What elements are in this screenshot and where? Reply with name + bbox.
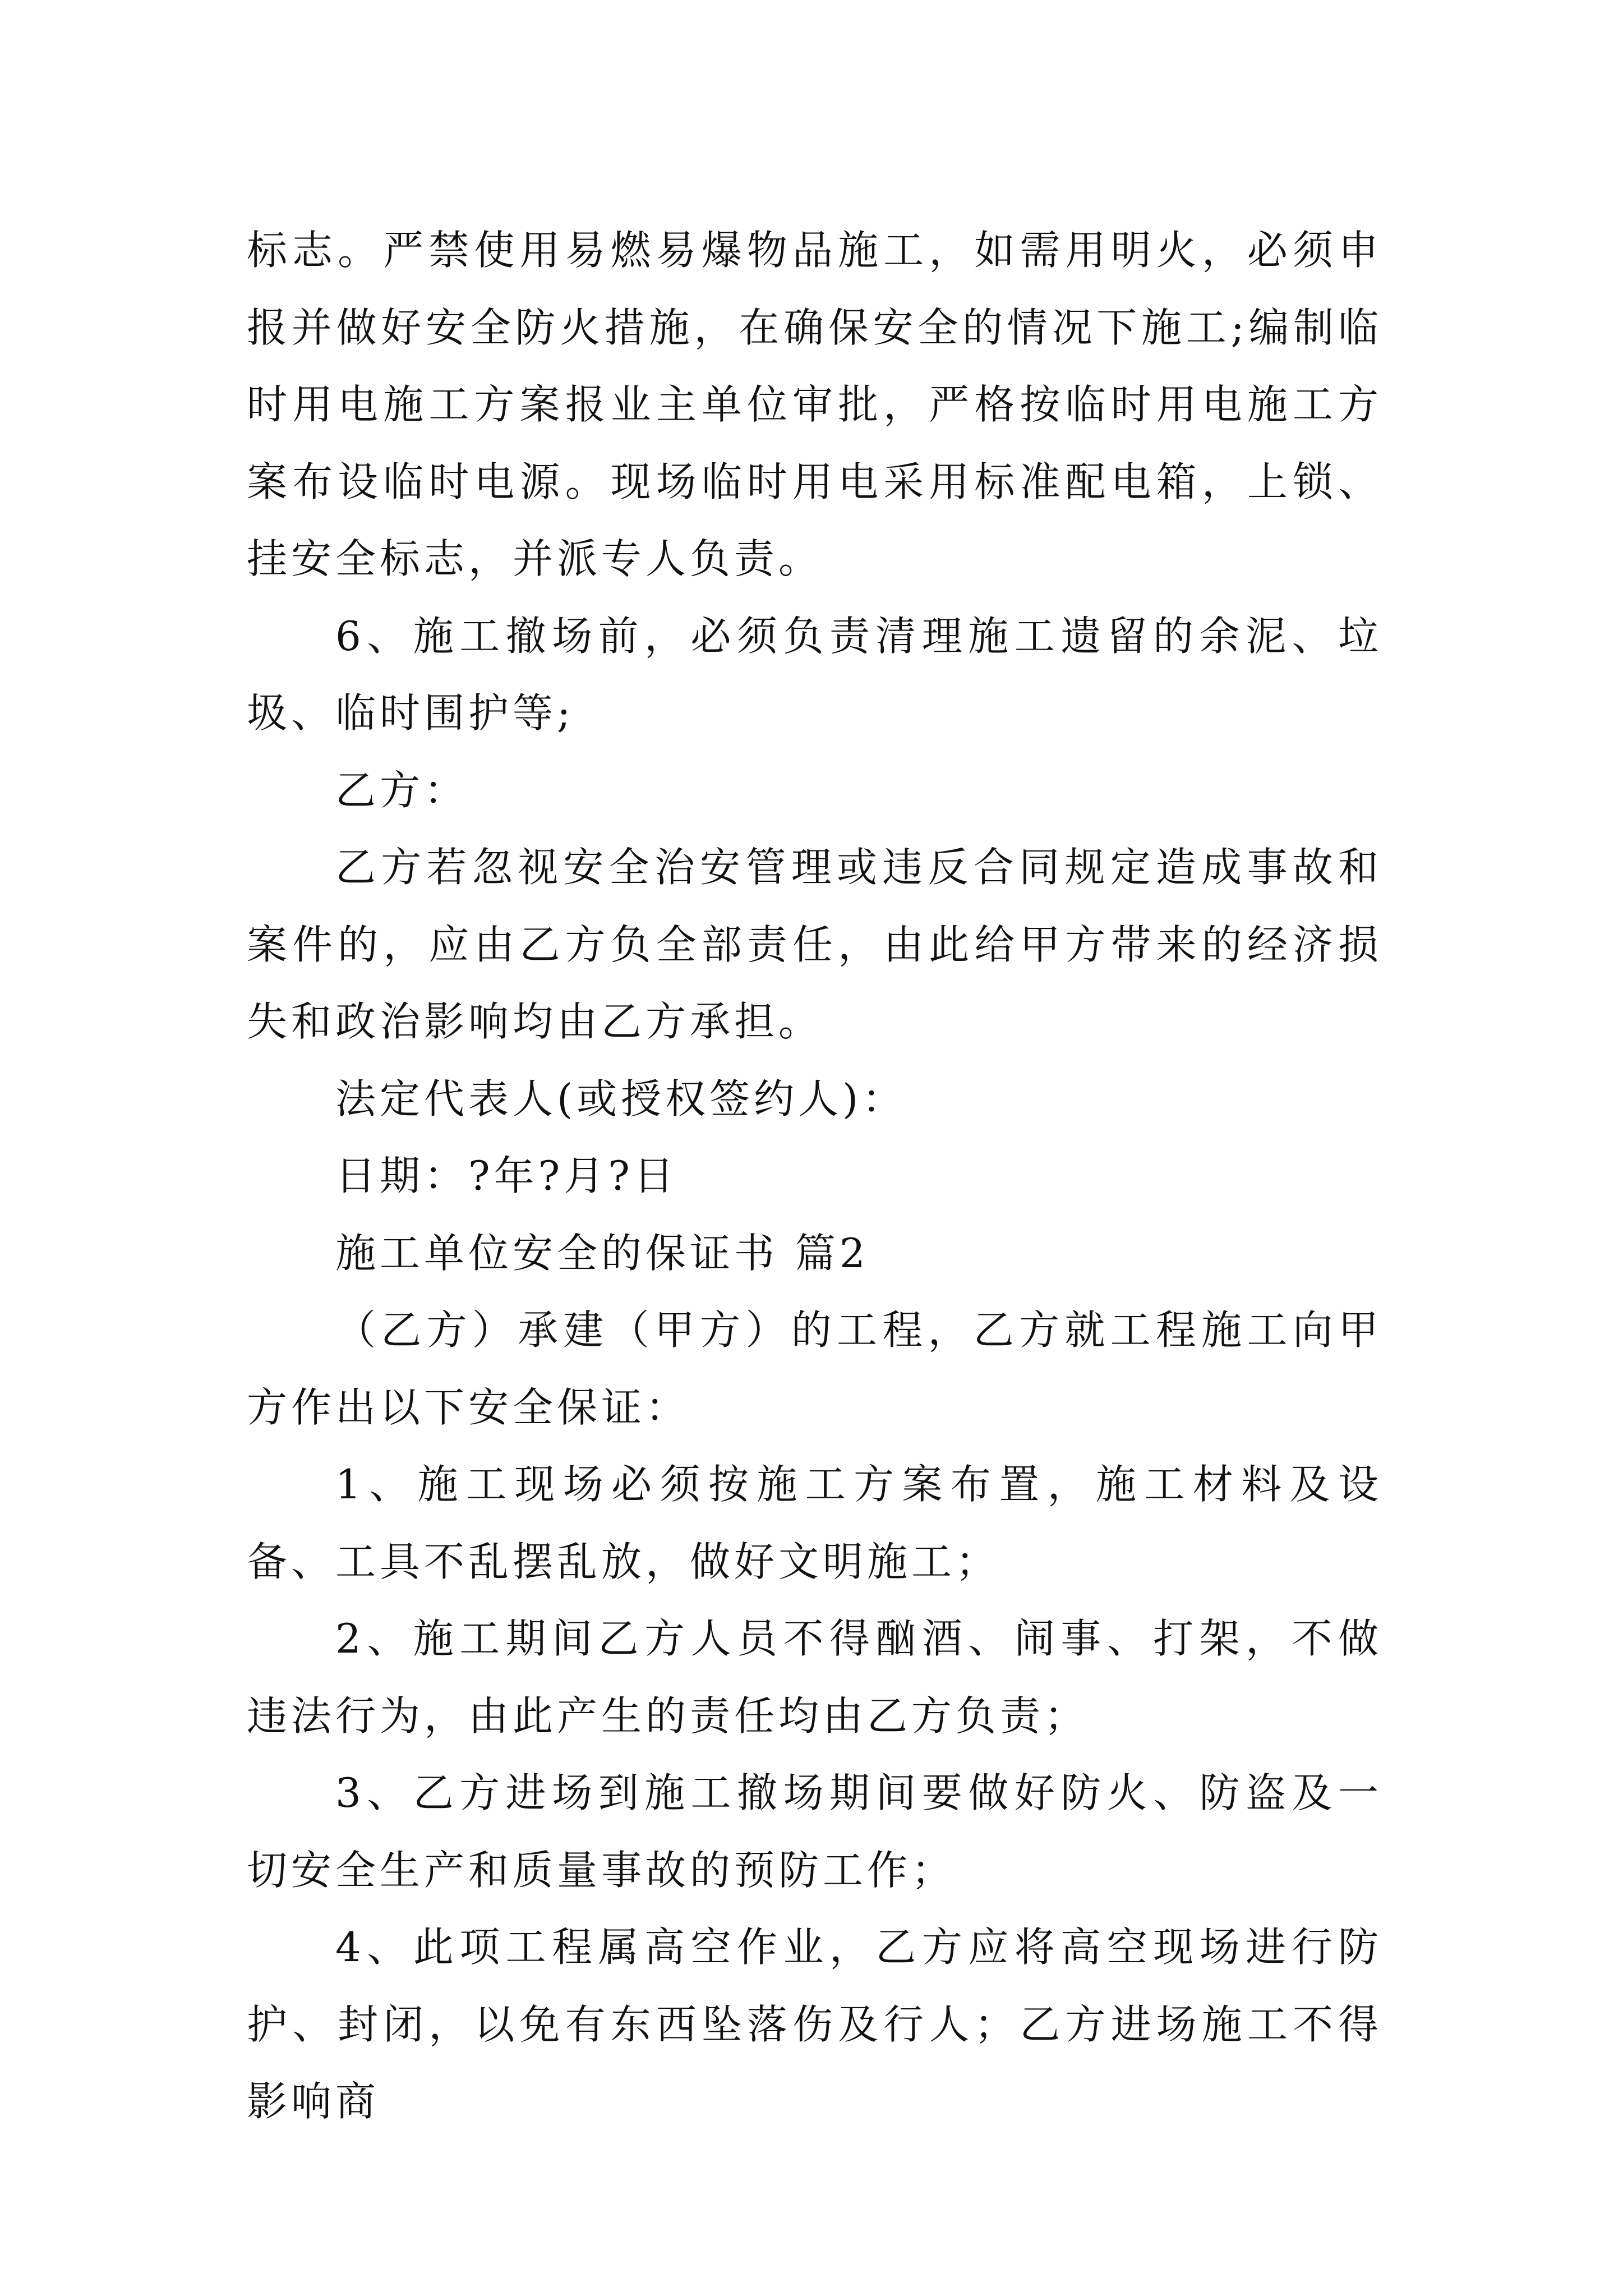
paragraph-intro: （乙方）承建（甲方）的工程，乙方就工程施工向甲方作出以下安全保证：: [247, 1306, 1382, 1431]
paragraph-item-4: 4、此项工程属高空作业，乙方应将高空现场进行防护、封闭，以免有东西坠落伤及行人；乙方进场施工不得影响商: [247, 1924, 1382, 2125]
paragraph-date: 日期：?年?月?日: [335, 1152, 678, 1199]
paragraph-item-2: 2、施工期间乙方人员不得酗酒、闹事、打架，不做违法行为，由此产生的责任均由乙方负责；: [247, 1615, 1382, 1740]
paragraph-party-b-liability: 乙方若忽视安全治安管理或违反合同规定造成事故和案件的，应由乙方负全部责任，由此给甲方带来的经济损失和政治影响均由乙方承担。: [247, 844, 1382, 1045]
paragraph-item-3: 3、乙方进场到施工撤场期间要做好防火、防盗及一切安全生产和质量事故的预防工作；: [247, 1769, 1382, 1894]
paragraph-item-6: 6、施工撤场前，必须负责清理施工遗留的余泥、垃圾、临时围护等;: [247, 612, 1382, 737]
paragraph-party-b-label: 乙方：: [335, 766, 469, 814]
paragraph-safety-fire-power: 标志。严禁使用易燃易爆物品施工，如需用明火，必须申报并做好安全防火措施，在确保安全的情况下施工;编制临时用电施工方案报业主单位审批，严格按临时用电施工方案布设临时电源。现场临时用电采用标准配电箱，上锁、挂安全标志，并派专人负责。: [247, 227, 1382, 582]
section-heading-part-2: 施工单位安全的保证书 篇2: [335, 1229, 869, 1277]
paragraph-item-1: 1、施工现场必须按施工方案布置，施工材料及设备、工具不乱摆乱放，做好文明施工；: [247, 1461, 1382, 1585]
paragraph-legal-representative: 法定代表人(或授权签约人)：: [335, 1075, 907, 1122]
document-body: [247, 212, 1382, 2141]
